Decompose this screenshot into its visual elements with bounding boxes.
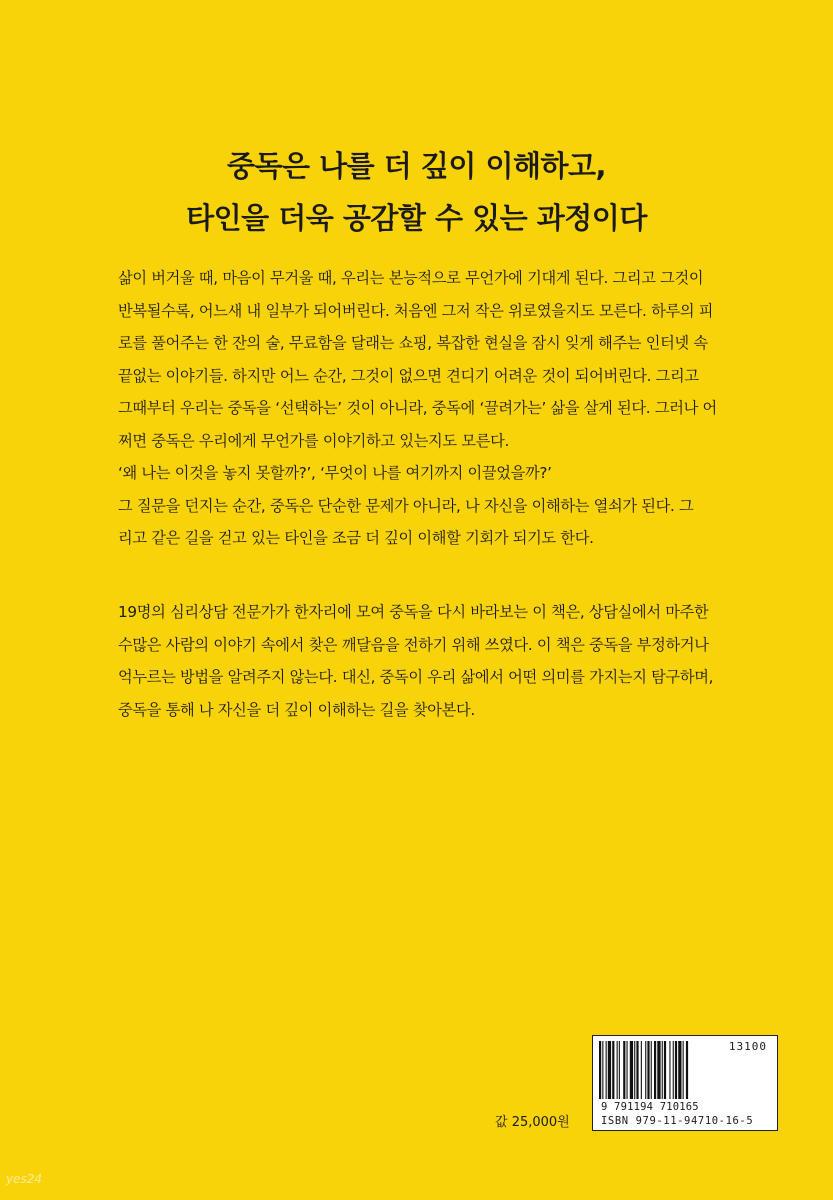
- barcode-bar: [623, 1041, 625, 1099]
- text-line: 19명의 심리상담 전문가가 한자리에 모여 중독을 다시 바라보는 이 책은, 상담실에서 마주한: [118, 603, 709, 621]
- barcode-bar: [641, 1041, 642, 1099]
- barcode-bar: [627, 1041, 628, 1099]
- paragraph-1: [118, 262, 773, 555]
- watermark: yes24: [6, 1172, 43, 1186]
- barcode-bar: [662, 1041, 663, 1099]
- isbn-barcode: [592, 1035, 778, 1131]
- barcode-bar: [617, 1041, 618, 1099]
- text-line: 삶이 버거울 때, 마음이 무거울 때, 우리는 본능적으로 무언가에 기대게 된다. 그리고 그것이: [118, 269, 704, 287]
- text-line: 중독을 통해 나 자신을 더 깊이 이해하는 길을 찾아본다.: [118, 700, 475, 719]
- quote-line: ‘왜 나는 이것을 놓지 못할까?’, ‘무엇이 나를 여기까지 이끌었을까?’: [118, 464, 552, 482]
- barcode-bar: [669, 1041, 670, 1099]
- barcode-bar: [645, 1041, 646, 1099]
- barcode-digits: 9 791194 710165: [601, 1101, 699, 1113]
- text-line: 끝없는 이야기들. 하지만 어느 순간, 그것이 없으면 견디기 어려운 것이 되어버린다. 그리고: [118, 366, 699, 385]
- text-line: 리고 같은 길을 걷고 있는 타인을 조금 더 깊이 이해할 기회가 되기도 한다.: [118, 529, 594, 547]
- barcode-bar: [612, 1041, 614, 1099]
- barcode-bar: [599, 1041, 601, 1099]
- barcode-bar: [636, 1041, 638, 1099]
- barcode-bar: [657, 1041, 660, 1099]
- barcode-bar: [647, 1041, 649, 1099]
- text-line: 반복될수록, 어느새 내 일부가 되어버린다. 처음엔 그저 작은 위로였을지도 모른다. 하루의 피: [118, 301, 714, 320]
- text-line: 로를 풀어주는 한 잔의 술, 무료함을 달래는 쇼핑, 복잡한 현실을 잠시 잊게 해주는 인터넷 속: [118, 334, 708, 352]
- barcode-bar: [602, 1041, 603, 1099]
- text-line: 쩌면 중독은 우리에게 무언가를 이야기하고 있는지도 모른다.: [118, 431, 509, 450]
- barcode-bar: [683, 1041, 684, 1099]
- text-line: 그 질문을 던지는 순간, 중독은 단순한 문제가 아니라, 나 자신을 이해하는 열쇠가 된다. 그: [118, 496, 694, 515]
- barcode-bar: [673, 1041, 674, 1099]
- barcode-bar: [651, 1041, 652, 1099]
- price-code: 13100: [728, 1040, 767, 1053]
- headline-line-2: 타인을 더욱 공감할 수 있는 과정이다: [186, 201, 647, 235]
- barcode-bar: [634, 1041, 635, 1099]
- barcode-bar: [608, 1041, 611, 1099]
- barcode-bars: [599, 1041, 717, 1099]
- text-line: 그때부터 우리는 중독을 ‘선택하는’ 것이 아니라, 중독에 ‘끌려가는’ 삶을 살게 된다. 그러나 어: [118, 399, 717, 417]
- text-line: 억누르는 방법을 알려주지 않는다. 대신, 중독이 우리 삶에서 어떤 의미를 가지는지 탐구하며,: [118, 668, 714, 686]
- barcode-bar: [678, 1041, 681, 1099]
- barcode-bar: [619, 1041, 620, 1099]
- barcode-bar: [675, 1041, 677, 1099]
- barcode-bar: [630, 1041, 633, 1099]
- barcode-bar: [654, 1041, 656, 1099]
- text-line: 수많은 사람의 이야기 속에서 찾은 깨달음을 전하기 위해 쓰였다. 이 책은 중독을 부정하거나: [118, 635, 709, 654]
- barcode-bar: [606, 1041, 607, 1099]
- barcode-bar: [686, 1041, 688, 1099]
- isbn-number: ISBN 979-11-94710-16-5: [601, 1115, 754, 1127]
- headline: [0, 140, 833, 244]
- price-label: 값 25,000원: [495, 1115, 570, 1130]
- headline-line-1: 중독은 나를 더 깊이 이해하고,: [226, 149, 607, 183]
- paragraph-2: [118, 596, 773, 726]
- barcode-bar: [664, 1041, 666, 1099]
